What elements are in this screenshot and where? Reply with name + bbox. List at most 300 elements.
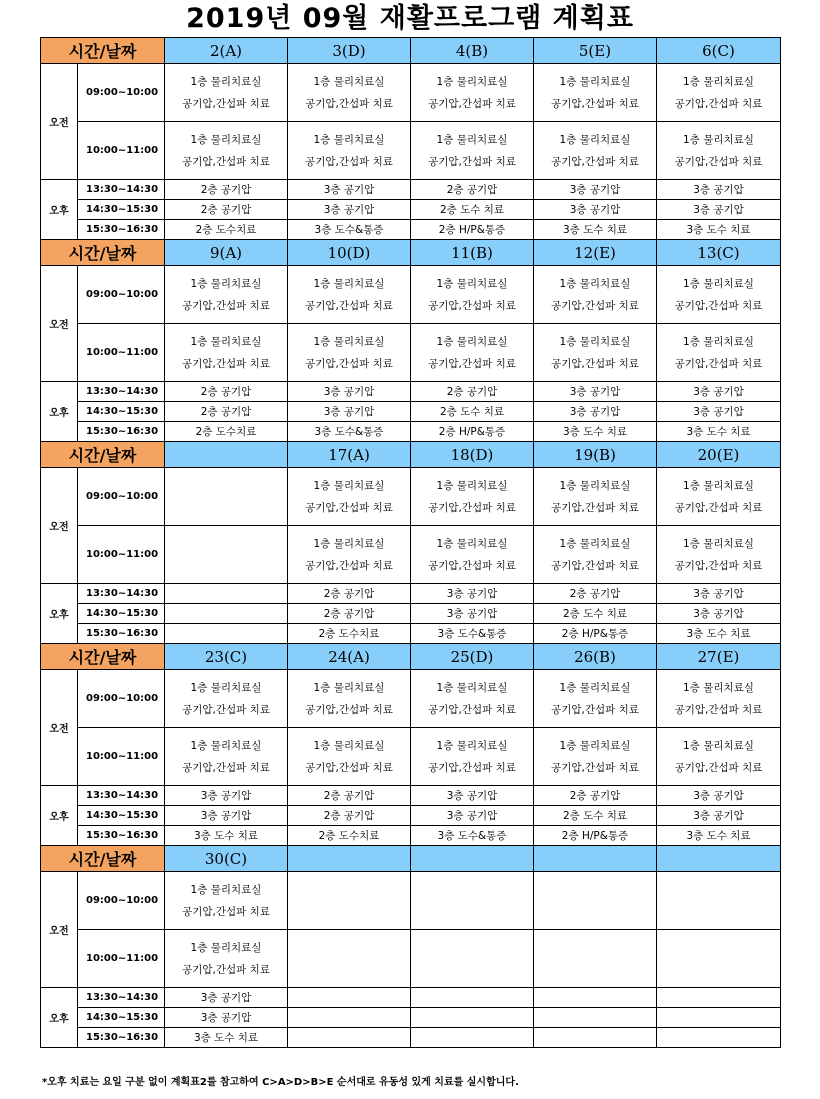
time-date-header: 시간/날짜 (41, 240, 165, 266)
therapy-cell (165, 468, 288, 526)
therapy-cell: 3층 공기압 (165, 1008, 288, 1028)
slot-row (41, 728, 781, 786)
therapy-cell (288, 526, 411, 584)
date-header: 27(E) (657, 644, 781, 670)
slot-row (41, 624, 781, 644)
time-slot-label: 09:00~10:00 (78, 266, 165, 324)
therapy-cell (288, 1008, 411, 1028)
therapy-type: 공기압,간섭파 치료 (551, 357, 639, 370)
therapy-cell (534, 526, 657, 584)
therapy-location: 1층 물리치료실 (313, 739, 385, 752)
therapy-type: 공기압,간섭파 치료 (428, 501, 516, 514)
time-slot-label: 10:00~11:00 (78, 122, 165, 180)
therapy-type: 공기압,간섭파 치료 (551, 761, 639, 774)
week-header-row (41, 644, 781, 670)
week-header-row (41, 38, 781, 64)
therapy-cell: 2층 도수치료 (165, 220, 288, 240)
therapy-cell (165, 728, 288, 786)
therapy-cell (657, 872, 781, 930)
therapy-type: 공기압,간섭파 치료 (551, 155, 639, 168)
therapy-cell: 3층 도수 치료 (534, 220, 657, 240)
therapy-cell (165, 624, 288, 644)
period-pm-label: 오후 (41, 584, 78, 644)
therapy-type: 공기압,간섭파 치료 (428, 299, 516, 312)
therapy-cell: 2층 공기압 (288, 604, 411, 624)
therapy-cell (288, 324, 411, 382)
therapy-cell (411, 670, 534, 728)
therapy-cell (288, 670, 411, 728)
time-slot-label: 15:30~16:30 (78, 422, 165, 442)
time-slot-label: 15:30~16:30 (78, 1028, 165, 1048)
therapy-cell (534, 1008, 657, 1028)
time-slot-label: 13:30~14:30 (78, 584, 165, 604)
slot-row (41, 988, 781, 1008)
therapy-cell: 3층 공기압 (165, 786, 288, 806)
date-header: 19(B) (534, 442, 657, 468)
therapy-location: 1층 물리치료실 (313, 277, 385, 290)
date-header: 30(C) (165, 846, 288, 872)
therapy-cell: 3층 공기압 (657, 382, 781, 402)
therapy-location: 1층 물리치료실 (683, 75, 754, 88)
therapy-cell (165, 526, 288, 584)
slot-row (41, 220, 781, 240)
therapy-cell: 2층 도수 치료 (534, 806, 657, 826)
time-slot-label: 10:00~11:00 (78, 728, 165, 786)
therapy-location: 1층 물리치료실 (190, 133, 262, 146)
therapy-cell: 2층 H/P&통증 (411, 422, 534, 442)
therapy-cell: 2층 공기압 (411, 180, 534, 200)
therapy-cell: 3층 도수&통증 (288, 220, 411, 240)
therapy-location: 1층 물리치료실 (313, 335, 385, 348)
slot-row (41, 180, 781, 200)
date-header (165, 442, 288, 468)
period-pm-label: 오후 (41, 180, 78, 240)
therapy-cell (657, 1008, 781, 1028)
therapy-cell (657, 64, 781, 122)
therapy-type: 공기압,간섭파 치료 (305, 357, 393, 370)
therapy-cell (165, 122, 288, 180)
date-header: 26(B) (534, 644, 657, 670)
therapy-cell (288, 1028, 411, 1048)
period-am-label: 오전 (41, 670, 78, 786)
therapy-type: 공기압,간섭파 치료 (305, 97, 393, 110)
therapy-cell (657, 728, 781, 786)
therapy-cell: 3층 공기압 (657, 806, 781, 826)
therapy-cell: 2층 공기압 (534, 584, 657, 604)
therapy-location: 1층 물리치료실 (559, 681, 631, 694)
therapy-cell: 2층 공기압 (165, 200, 288, 220)
slot-row (41, 872, 781, 930)
therapy-cell (411, 930, 534, 988)
therapy-type: 공기압,간섭파 치료 (674, 761, 763, 774)
therapy-cell: 3층 공기압 (165, 988, 288, 1008)
therapy-cell: 2층 공기압 (288, 584, 411, 604)
time-slot-label: 09:00~10:00 (78, 468, 165, 526)
time-slot-label: 14:30~15:30 (78, 200, 165, 220)
therapy-type: 공기압,간섭파 치료 (551, 501, 639, 514)
therapy-cell (411, 526, 534, 584)
therapy-cell: 3층 도수 치료 (657, 624, 781, 644)
therapy-cell (411, 872, 534, 930)
therapy-cell (165, 584, 288, 604)
therapy-cell (534, 670, 657, 728)
therapy-cell (411, 988, 534, 1008)
therapy-cell (411, 1008, 534, 1028)
slot-row (41, 786, 781, 806)
therapy-cell (534, 468, 657, 526)
therapy-cell (657, 468, 781, 526)
time-slot-label: 14:30~15:30 (78, 604, 165, 624)
therapy-type: 공기압,간섭파 치료 (182, 963, 270, 976)
therapy-cell: 3층 공기압 (657, 200, 781, 220)
therapy-type: 공기압,간섭파 치료 (674, 703, 763, 716)
therapy-type: 공기압,간섭파 치료 (182, 905, 270, 918)
therapy-cell (534, 64, 657, 122)
therapy-cell (657, 122, 781, 180)
therapy-cell: 3층 공기압 (411, 786, 534, 806)
therapy-cell (165, 872, 288, 930)
therapy-cell (411, 122, 534, 180)
therapy-location: 1층 물리치료실 (559, 739, 631, 752)
therapy-location: 1층 물리치료실 (313, 537, 385, 550)
therapy-type: 공기압,간섭파 치료 (305, 761, 393, 774)
date-header: 10(D) (288, 240, 411, 266)
therapy-cell: 3층 도수 치료 (165, 826, 288, 846)
therapy-location: 1층 물리치료실 (559, 133, 631, 146)
therapy-cell (165, 930, 288, 988)
therapy-type: 공기압,간섭파 치료 (551, 703, 639, 716)
therapy-cell (288, 468, 411, 526)
therapy-location: 1층 물리치료실 (559, 479, 631, 492)
period-pm-label: 오후 (41, 786, 78, 846)
therapy-cell: 2층 도수치료 (288, 624, 411, 644)
therapy-cell: 3층 도수 치료 (657, 826, 781, 846)
therapy-cell: 2층 공기압 (288, 806, 411, 826)
therapy-cell (411, 468, 534, 526)
therapy-cell (534, 266, 657, 324)
therapy-location: 1층 물리치료실 (683, 335, 754, 348)
therapy-type: 공기압,간섭파 치료 (182, 97, 270, 110)
therapy-cell (165, 604, 288, 624)
slot-row (41, 670, 781, 728)
period-pm-label: 오후 (41, 988, 78, 1048)
slot-row (41, 806, 781, 826)
therapy-type: 공기압,간섭파 치료 (182, 703, 270, 716)
therapy-type: 공기압,간섭파 치료 (305, 703, 393, 716)
therapy-cell (657, 324, 781, 382)
date-header: 13(C) (657, 240, 781, 266)
therapy-cell (288, 64, 411, 122)
date-header: 6(C) (657, 38, 781, 64)
therapy-type: 공기압,간섭파 치료 (428, 559, 516, 572)
therapy-type: 공기압,간섭파 치료 (551, 559, 639, 572)
slot-row (41, 526, 781, 584)
therapy-location: 1층 물리치료실 (313, 479, 385, 492)
time-date-header: 시간/날짜 (41, 644, 165, 670)
therapy-cell: 3층 도수 치료 (657, 422, 781, 442)
week-header-row (41, 846, 781, 872)
therapy-location: 1층 물리치료실 (313, 681, 385, 694)
therapy-cell: 3층 공기압 (411, 584, 534, 604)
therapy-location: 1층 물리치료실 (683, 479, 754, 492)
therapy-type: 공기압,간섭파 치료 (182, 299, 270, 312)
therapy-cell (288, 728, 411, 786)
therapy-location: 1층 물리치료실 (436, 681, 508, 694)
date-header (534, 846, 657, 872)
therapy-cell: 3층 공기압 (288, 402, 411, 422)
therapy-cell (657, 988, 781, 1008)
therapy-cell (534, 988, 657, 1008)
therapy-type: 공기압,간섭파 치료 (674, 357, 763, 370)
therapy-cell: 2층 공기압 (534, 786, 657, 806)
therapy-cell: 2층 도수 치료 (411, 200, 534, 220)
therapy-cell (288, 266, 411, 324)
therapy-cell: 3층 공기압 (288, 180, 411, 200)
therapy-cell: 3층 공기압 (288, 200, 411, 220)
therapy-cell: 3층 공기압 (288, 382, 411, 402)
therapy-cell: 3층 공기압 (657, 786, 781, 806)
slot-row (41, 382, 781, 402)
therapy-cell: 3층 공기압 (165, 806, 288, 826)
therapy-cell: 3층 공기압 (411, 806, 534, 826)
therapy-cell: 3층 공기압 (534, 200, 657, 220)
slot-row (41, 584, 781, 604)
therapy-location: 1층 물리치료실 (436, 739, 508, 752)
therapy-type: 공기압,간섭파 치료 (674, 501, 763, 514)
date-header: 11(B) (411, 240, 534, 266)
therapy-cell (411, 64, 534, 122)
time-slot-label: 14:30~15:30 (78, 806, 165, 826)
period-am-label: 오전 (41, 64, 78, 180)
slot-row (41, 402, 781, 422)
therapy-cell: 3층 공기압 (657, 180, 781, 200)
slot-row (41, 266, 781, 324)
period-pm-label: 오후 (41, 382, 78, 442)
date-header: 3(D) (288, 38, 411, 64)
time-slot-label: 13:30~14:30 (78, 988, 165, 1008)
therapy-type: 공기압,간섭파 치료 (305, 559, 393, 572)
therapy-cell (165, 670, 288, 728)
time-slot-label: 10:00~11:00 (78, 526, 165, 584)
therapy-location: 1층 물리치료실 (683, 277, 754, 290)
therapy-cell: 2층 도수치료 (165, 422, 288, 442)
date-header: 9(A) (165, 240, 288, 266)
slot-row (41, 604, 781, 624)
therapy-location: 1층 물리치료실 (559, 75, 631, 88)
slot-row (41, 468, 781, 526)
date-header: 24(A) (288, 644, 411, 670)
therapy-type: 공기압,간섭파 치료 (551, 299, 639, 312)
therapy-cell: 3층 공기압 (534, 382, 657, 402)
therapy-cell (288, 872, 411, 930)
therapy-cell (657, 930, 781, 988)
time-slot-label: 10:00~11:00 (78, 324, 165, 382)
therapy-location: 1층 물리치료실 (190, 883, 262, 896)
therapy-type: 공기압,간섭파 치료 (674, 97, 763, 110)
therapy-type: 공기압,간섭파 치료 (674, 155, 763, 168)
date-header (288, 846, 411, 872)
time-slot-label: 10:00~11:00 (78, 930, 165, 988)
therapy-location: 1층 물리치료실 (436, 537, 508, 550)
therapy-cell (411, 324, 534, 382)
time-slot-label: 09:00~10:00 (78, 872, 165, 930)
therapy-cell (411, 1028, 534, 1048)
date-header: 25(D) (411, 644, 534, 670)
date-header: 12(E) (534, 240, 657, 266)
therapy-type: 공기압,간섭파 치료 (182, 155, 270, 168)
therapy-cell (165, 324, 288, 382)
therapy-cell (288, 988, 411, 1008)
therapy-cell (534, 872, 657, 930)
therapy-location: 1층 물리치료실 (436, 133, 508, 146)
therapy-type: 공기압,간섭파 치료 (305, 155, 393, 168)
therapy-cell (534, 324, 657, 382)
date-header: 18(D) (411, 442, 534, 468)
time-slot-label: 14:30~15:30 (78, 402, 165, 422)
therapy-cell (534, 930, 657, 988)
time-slot-label: 15:30~16:30 (78, 624, 165, 644)
therapy-location: 1층 물리치료실 (683, 681, 754, 694)
slot-row (41, 324, 781, 382)
therapy-cell: 3층 공기압 (657, 402, 781, 422)
therapy-cell: 2층 H/P&통증 (411, 220, 534, 240)
page-title: 2019년 09월 재활프로그램 계획표 (186, 3, 634, 34)
therapy-cell: 2층 도수치료 (288, 826, 411, 846)
therapy-type: 공기압,간섭파 치료 (551, 97, 639, 110)
date-header: 4(B) (411, 38, 534, 64)
therapy-cell: 3층 도수 치료 (534, 422, 657, 442)
therapy-cell: 3층 공기압 (657, 604, 781, 624)
slot-row (41, 200, 781, 220)
therapy-cell: 3층 공기압 (534, 180, 657, 200)
therapy-cell: 3층 공기압 (657, 584, 781, 604)
therapy-cell (534, 1028, 657, 1048)
therapy-cell: 2층 공기압 (165, 402, 288, 422)
therapy-location: 1층 물리치료실 (683, 537, 754, 550)
therapy-cell: 3층 도수 치료 (657, 220, 781, 240)
therapy-cell: 3층 도수&통증 (288, 422, 411, 442)
time-slot-label: 15:30~16:30 (78, 220, 165, 240)
slot-row (41, 64, 781, 122)
period-am-label: 오전 (41, 872, 78, 988)
therapy-cell: 3층 도수 치료 (165, 1028, 288, 1048)
therapy-cell (165, 266, 288, 324)
slot-row (41, 1008, 781, 1028)
therapy-location: 1층 물리치료실 (190, 681, 262, 694)
therapy-type: 공기압,간섭파 치료 (182, 761, 270, 774)
therapy-location: 1층 물리치료실 (559, 537, 631, 550)
therapy-type: 공기압,간섭파 치료 (428, 761, 516, 774)
time-date-header: 시간/날짜 (41, 846, 165, 872)
therapy-location: 1층 물리치료실 (436, 479, 508, 492)
therapy-cell: 2층 공기압 (165, 382, 288, 402)
therapy-cell: 2층 공기압 (165, 180, 288, 200)
time-slot-label: 15:30~16:30 (78, 826, 165, 846)
week-header-row (41, 442, 781, 468)
therapy-type: 공기압,간섭파 치료 (428, 97, 516, 110)
therapy-cell: 3층 도수&통증 (411, 624, 534, 644)
therapy-cell: 2층 공기압 (411, 382, 534, 402)
therapy-location: 1층 물리치료실 (559, 335, 631, 348)
time-slot-label: 13:30~14:30 (78, 786, 165, 806)
date-header (657, 846, 781, 872)
slot-row (41, 122, 781, 180)
time-slot-label: 13:30~14:30 (78, 382, 165, 402)
period-am-label: 오전 (41, 266, 78, 382)
week-header-row (41, 240, 781, 266)
therapy-cell: 3층 공기압 (534, 402, 657, 422)
therapy-type: 공기압,간섭파 치료 (305, 501, 393, 514)
therapy-cell (534, 122, 657, 180)
therapy-cell (411, 266, 534, 324)
therapy-cell: 2층 H/P&통증 (534, 624, 657, 644)
therapy-location: 1층 물리치료실 (190, 739, 262, 752)
therapy-location: 1층 물리치료실 (436, 75, 508, 88)
time-slot-label: 14:30~15:30 (78, 1008, 165, 1028)
therapy-location: 1층 물리치료실 (190, 277, 262, 290)
therapy-cell (411, 728, 534, 786)
slot-row (41, 826, 781, 846)
therapy-cell: 3층 도수&통증 (411, 826, 534, 846)
slot-row (41, 1028, 781, 1048)
therapy-location: 1층 물리치료실 (313, 133, 385, 146)
therapy-location: 1층 물리치료실 (190, 75, 262, 88)
therapy-cell (288, 930, 411, 988)
therapy-cell: 2층 공기압 (288, 786, 411, 806)
slot-row (41, 422, 781, 442)
date-header: 17(A) (288, 442, 411, 468)
time-date-header: 시간/날짜 (41, 442, 165, 468)
therapy-type: 공기압,간섭파 치료 (428, 703, 516, 716)
rehab-schedule-table (40, 37, 781, 1048)
therapy-cell (657, 670, 781, 728)
therapy-location: 1층 물리치료실 (190, 335, 262, 348)
date-header: 20(E) (657, 442, 781, 468)
therapy-location: 1층 물리치료실 (436, 277, 508, 290)
date-header: 2(A) (165, 38, 288, 64)
therapy-location: 1층 물리치료실 (683, 133, 754, 146)
therapy-cell (657, 266, 781, 324)
slot-row (41, 930, 781, 988)
time-date-header: 시간/날짜 (41, 38, 165, 64)
period-am-label: 오전 (41, 468, 78, 584)
therapy-type: 공기압,간섭파 치료 (674, 299, 763, 312)
date-header: 5(E) (534, 38, 657, 64)
time-slot-label: 09:00~10:00 (78, 64, 165, 122)
therapy-cell (657, 1028, 781, 1048)
therapy-location: 1층 물리치료실 (559, 277, 631, 290)
time-slot-label: 09:00~10:00 (78, 670, 165, 728)
date-header: 23(C) (165, 644, 288, 670)
therapy-cell (165, 64, 288, 122)
therapy-cell (657, 526, 781, 584)
footnote: *오후 치료는 요일 구분 없이 계획표2를 참고하여 C>A>D>B>E 순서대로 유동성 있게 치료를 실시합니다. (42, 1077, 519, 1088)
therapy-cell: 2층 도수 치료 (534, 604, 657, 624)
therapy-type: 공기압,간섭파 치료 (674, 559, 763, 572)
therapy-cell: 2층 도수 치료 (411, 402, 534, 422)
therapy-cell (534, 728, 657, 786)
therapy-type: 공기압,간섭파 치료 (428, 357, 516, 370)
therapy-cell: 2층 H/P&통증 (534, 826, 657, 846)
therapy-location: 1층 물리치료실 (436, 335, 508, 348)
therapy-type: 공기압,간섭파 치료 (182, 357, 270, 370)
therapy-cell: 3층 공기압 (411, 604, 534, 624)
therapy-location: 1층 물리치료실 (190, 941, 262, 954)
therapy-location: 1층 물리치료실 (683, 739, 754, 752)
therapy-cell (288, 122, 411, 180)
therapy-type: 공기압,간섭파 치료 (305, 299, 393, 312)
date-header (411, 846, 534, 872)
